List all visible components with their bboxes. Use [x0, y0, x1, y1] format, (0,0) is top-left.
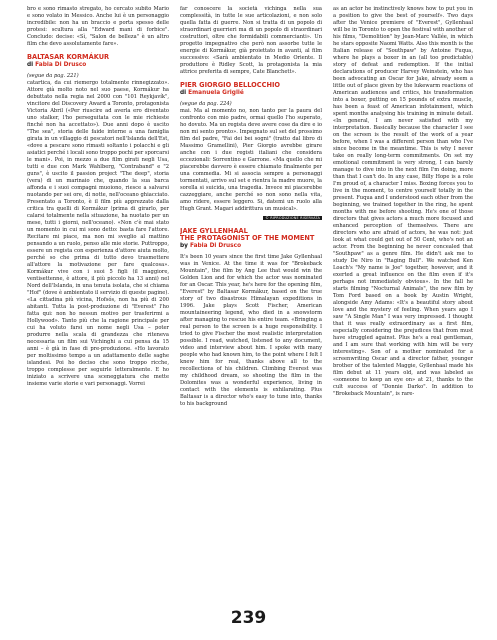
paragraph: far conoscere la società vichinga nella sua complessità, in tutte le sue articolazioni, e non solo quella fatta di guerre. Non si tratta di un popolo di straordinari guerrieri ma di un popolo di straordinari costruttori, oltre che formidabili commercianti». Un progetto impegnativo che però non assorbe tutte le energie di Kormákur, già proiettato in avanti, al film successivo: «Sarà ambientato in Medio Oriente. Il produttore è Ridley Scott, la protagonista la mia attrice preferita di sempre, Cate Blanchett».	[180, 6, 322, 75]
section-heading: JAKE GYLLENHAAL	[180, 226, 248, 235]
paragraph: mai. Ma al momento no, non tanto per la paura del confronto con mio padre, ormai quello l'ho superato, ho dovuto. Ma un regista deve avere cose da dire e io non mi sento pronto». Impegnato sul set del prossimo film del padre, "Fai dei bei sogni" (tratto dal libro di Massimo Gramellini), Pier Giorgio avrebbe girare anche con i due registi italiani che considera eccezionali: Sorrentino e Garrone. «Ma quello che mi piacerebbe davvero è essere chiamato finalmente per una commedia. Mi si associa sempre a personaggi tormentati, arrivo sul set e rientra la madre muore, la sorella si suicida, una tragedia. Invece mi piacerebbe cazzeggiare, anche perché so non sono nella vita, amo ridere, essere leggero. Si, datemi un ruolo alla Hugh Grant. Magari addirittura un musical».	[180, 107, 322, 212]
byline	[180, 90, 322, 97]
copyright-tag	[180, 215, 322, 222]
paragraph: It's been 10 years since the first time Jake Gyllenhaal was in Venice. At the time it was for "Brokeback Mountain", the film by Ang Lee that would win the Golden Lion and for which the actor was nominated for an Oscar. This year, he's here for the opening film, "Everest" by Baltasar Kormákur, based on the true story of two disastrous Himalayan expeditions in 1996. Jake plays Scott Fischer, American mountaineering legend, who died in a snowstorm after managing to rescue his entire team. «Bringing a real person to the screen is a huge responsibility. I tried to give Fischer the most realistic interpretation possible. I read, watched, listened to any document, video and interview about him. I spoke with many people who had known him, to the point where I felt I knew him for real, thanks above all to the recollections of his children. Climbing Everest was my childhood dream, so shooting the film in the Dolomites was a wonderful experience, living in contact with the elements is exhilarating. Plus Baltasar is a director who's easy to tune into, thanks to his background	[180, 253, 322, 407]
page-number: 239	[230, 608, 267, 628]
paragraph: bro e sono rimasto stregato, ho cercato subito Mario e sono volato in Messico. Anche lui è un personaggio incredibile: non ha un braccio e porta spesso delle protesi: scultura alla "Edward mani di forbice". Concludo: decise: «Sì, "Salon de belleza" è un altro film che devo assolutamente fare».	[27, 6, 169, 47]
byline	[27, 62, 169, 69]
byline-author: Emanuela Griglié	[188, 89, 244, 96]
byline	[180, 243, 322, 250]
copyright-text: © RIPRODUZIONE RISERVATA	[265, 215, 320, 220]
byline-prefix: di	[27, 61, 34, 68]
continuation-note: (segue da pag. 221)	[27, 72, 79, 79]
paragraph: catartica, da cui riemergo totalmente rinnegizzato». Attore già molto noto nel suo paese, Kormákur ha debuttato nella regia nel 2000 con "101 Reykjavík", vincitore del Discovery Award a Toronto, protagonista Victoria Abril («Per riuscire ad averla ero diventato uno stalker, l'ho perseguitata con le mie richieste finché non ha accettato»). Due anni dopo è uscito "The sea", storia delle faide interne a una famiglia girata in un villaggio di pescatori nell'Islanda dell'Est, «dove a pescare sono rimasti soltanto i polacchi e gli asiatici perché i locali sono troppo pochi per sporcarsi le mani». Poi, in mezzo a due film girati negli Usa, tutti e due con Mark Wahlberg, "Contraband" e "2 guns", è uscito il passion project "The deep", storia (vera) di un marinaio che, quando la sua barca affonda e i suoi compagni muoiono, riesce a salvarsi nuotando per sei ore, di notte, nell'oceano ghiacciato. Presentato a Toronto, è il film più apprezzato dalla critica tra quelli di Kormákur (prima di girarlo, per calarsi totalmente nella situazione, ha nuotato per un mese, tutti i giorni, nell'oceano). «Non c'è mai stato un momento in cui mi sono detto: basta fare l'attore. Recitare mi piace, ma non mi sveglio al mattino pensando a un ruolo, penso alle mie storie. Puttroppo, essere un regista con esperienza d'attore aiuta molto, perché so che prima di tutto devo trasmettere all'attore la motivazione per fare qualcosa». Kormákur vive con i suoi 5 figli (il maggiore, ventisettenne, è attore, il più piccolo ha 13 anni) nel Nord dell'Islanda, in una tenuta isolata, che si chiama "Hof" (dove è ambientato il servizio di queste pagine). «La cittadina più vicina, Hofsós, non ha più di 200 abitanti. Tutta la post-produzione di "Everest" l'ho fatta qui: non ho nessun motivo per trasferirmi a Hollywood». Tanto più che la ragione principale per cui ha voluto farsi un nome negli Usa – poter produrre nella scala di grandezza che riteneva necessaria un film sui Vichinghi a cui pensa da 15 anni – è già in fase di pre-produzione. «Ho lavorato per moltissimo tempo a un adattamento delle saghe islandesi. Poi ho deciso che sono troppo ricche, troppo complesse per seguirle letteralmente. E ho iniziato a scrivere una sceneggiatura che mette insieme varie storie e vari personaggi. Vorrei	[27, 79, 169, 387]
section-subheading: THE PROTAGONIST OF THE MOMENT	[180, 234, 315, 243]
section-heading: PIER GIORGIO BELLOCCHIO	[180, 81, 281, 89]
column-middle	[180, 6, 322, 604]
column-right	[333, 6, 473, 631]
byline-prefix: by	[180, 242, 188, 249]
byline-author: Fabia Di Drusco	[35, 61, 87, 68]
continuation-note: (segue da pag. 224)	[180, 100, 232, 107]
byline-author: Fabia Di Drusco	[189, 242, 242, 249]
section-heading: BALTASAR KORMÁKUR	[27, 53, 110, 61]
byline-prefix: di	[180, 89, 187, 96]
column-left	[27, 6, 169, 604]
paragraph: as an actor he instinctively knows how to put you in a position to give the best of yourself». Two days after the Venice premiere of "Everest", Gyllenhaal will be in Toronto to open the festival with another of his films, "Demolition" by Jean-Marc Vallée, in which he stars opposite Naomi Watts. Also this month is the Italian release of "Southpaw" by Antoine Fuqua, where he plays a boxer in an (all too predictable) story of defeat and redemption. If the initial declarations of producer Harvey Weinstein, who has been advocating an Oscar for Jake, already seem a little out of place given by the lukewarm reactions of American audiences and critics, his transformation into a boxer, putting on 15 pounds of extra muscle, has been a feast of American infotainment, which spent months analysing his training in minute detail. «In general, I am never satisfied with my interpretation. Basically because the character I see on the screen is the result of the work of a year before, when I was a different person than who I've since become in the meantime. This is why I never take on really long-term commitments. On set my emotional commitment is very strong, I can barely manage to dive into in the next film I'm doing, more than that I can't do. In any case, Billy Hope is a role I'm proud of, a character I miss. Boxing forces you to live in the moment, to centre yourself totally in the present. Fuqua and I understood each other from the beginning, we trained together in the ring, he spent months with me before shooting. He's one of those directors that gives actors a much more focused and enhanced perception of themselves. There are directors who are afraid of actors, he was not: just look at what could get out of 50 Cent, who's not an actor. From the beginning he never concealed that "Southpaw" as a genre film. He didn't ask me to study De Niro in "Raging Bull". We watched Ken Loach's "My name is Joe" together, however, and it exerted a great influence on the film even if it's perhaps not immediately obvious». In the fall he starts filming "Nocturnal Animals", the new film by Tom Ford based on a book by Austin Wright, alongside Amy Adams: «It's a beautiful story about love and the mystery of feeling. When years ago I saw "A Single Man" I was very impressed. I thought that it was really extraordinary as a first film, especially considering the prejudices that from must have struggled against. Plus he's a real gentleman, and I am sure that working with him will be very interesting». Son of a mother nominated for a screenwriting Oscar and a director father, younger brother of the talented Maggie, Gyllenhaal made his film debut at 11 years old, and was labeled as «someone to keep an eye on» at 21, thanks to the cult success of "Donnie Darko". In addition to "Brokeback Mountain", is rare-	[333, 6, 473, 397]
